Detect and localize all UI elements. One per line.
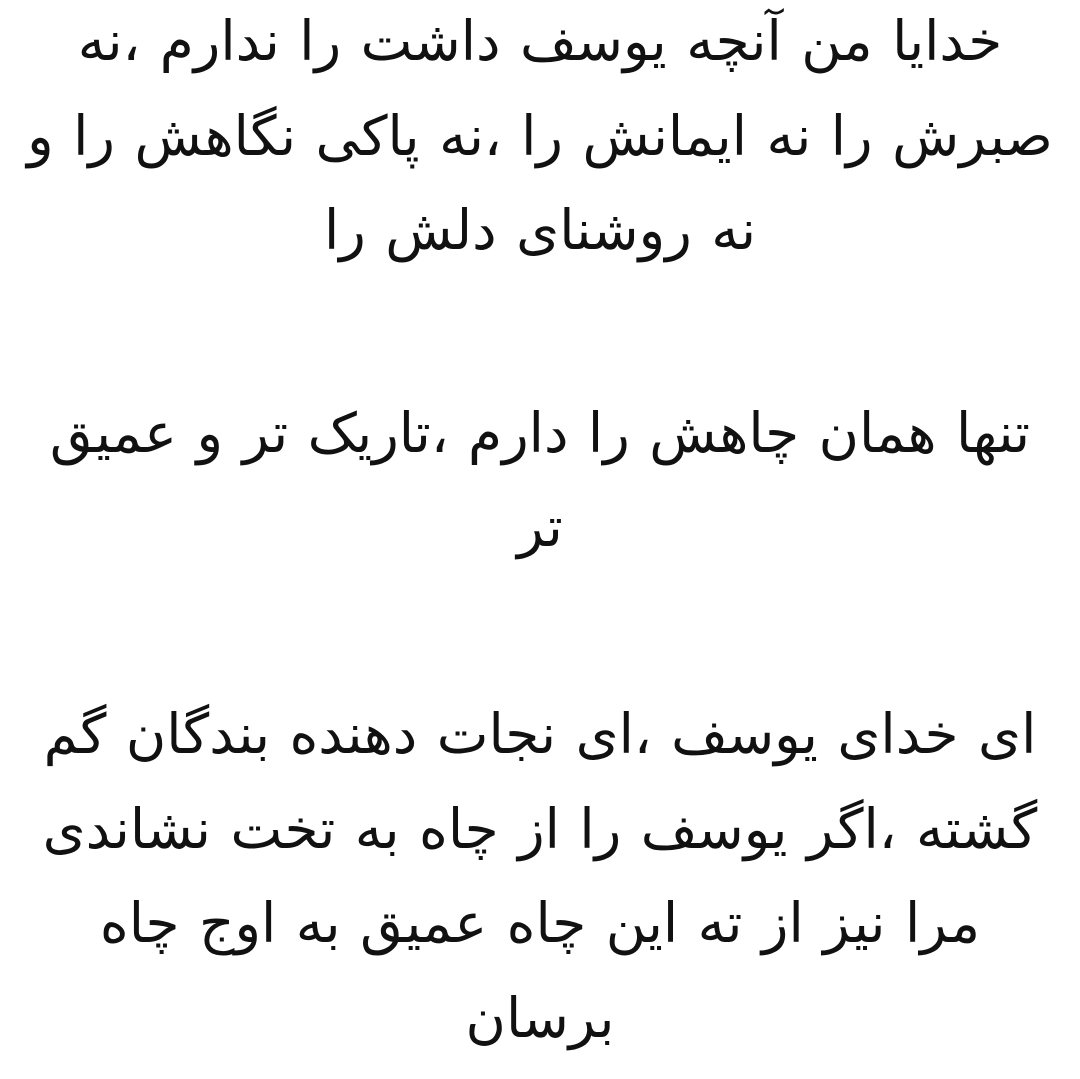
paragraph-spacer-two — [26, 575, 1054, 687]
paragraph-spacer-one — [26, 278, 1054, 386]
paragraph-third: ای خدای یوسف ،ای نجات دهنده بندگان گم گشته ،اگر یوسف را از چاه به تخت نشاندی مرا نیز از ته این چاه عمیق به اوج چاه برسان — [23, 701, 1038, 1050]
paragraph-second: تنها همان چاهش را دارم ،تاریک تر و عمیق تر — [30, 400, 1031, 560]
paragraph-first: خدایا من آنچه یوسف داشت را ندارم ،نه صبرش را نه ایمانش را ،نه پاکی نگاهش را و نه روشنای دلش را — [7, 9, 1053, 263]
